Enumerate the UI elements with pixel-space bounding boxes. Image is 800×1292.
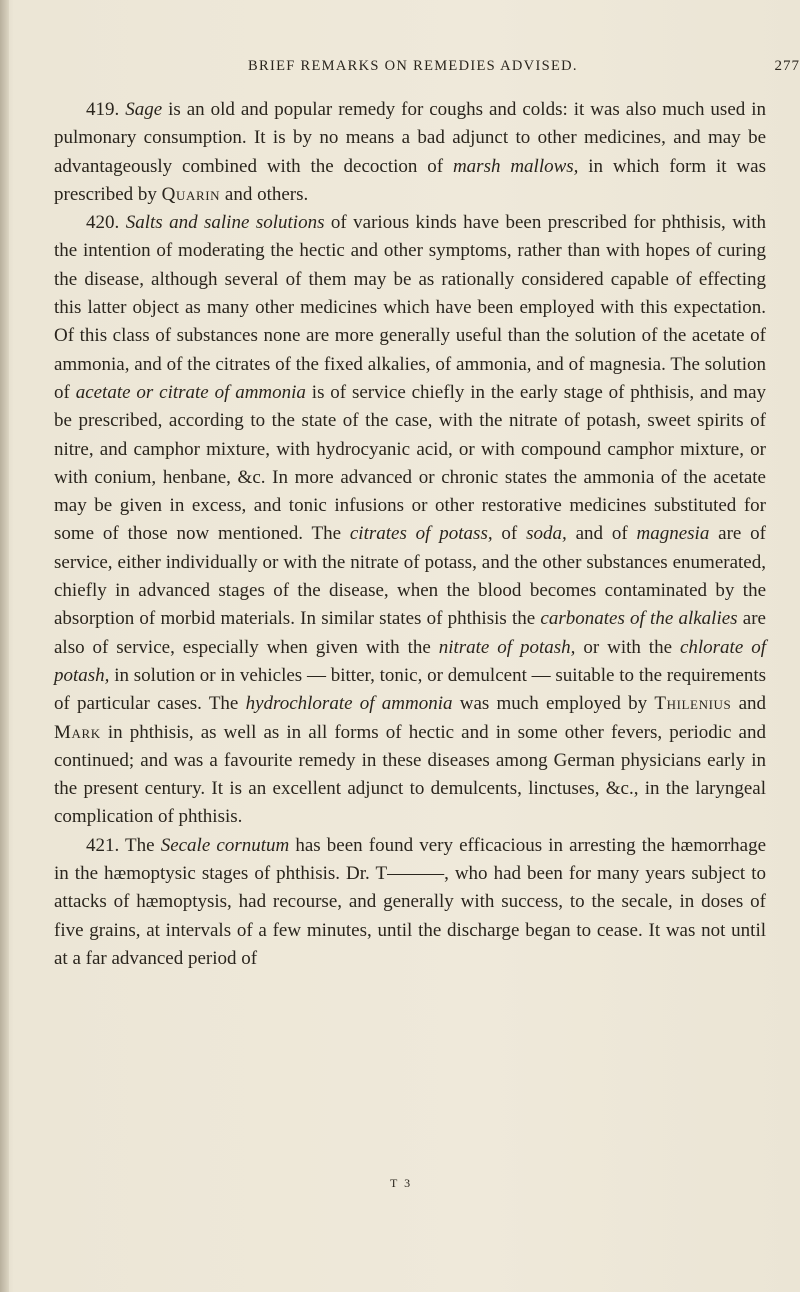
- text-run: has been found very efficacious in arresting the hæmorrhage in the hæmoptysic stages of phthisis. Dr. T———, who had been for many years subject to attacks of hæmoptysis, had recourse, and generally with success, to the secale, in doses of five grains, at intervals of a few minutes, until the discharge began to cease. It was not until at a far advanced period of: [54, 834, 766, 969]
- paragraph-421: [54, 832, 766, 973]
- author-name: Mark: [54, 721, 101, 743]
- paragraph-number: 420.: [86, 212, 120, 234]
- paragraph-419: [54, 96, 766, 209]
- paragraph-number: 421.: [86, 834, 120, 856]
- page-body: [54, 96, 766, 973]
- text-run: in which form it was prescribed by: [54, 155, 766, 205]
- italic-term: chlorate of potash,: [54, 636, 766, 686]
- italic-term: magnesia: [636, 523, 710, 545]
- text-run: is of service chiefly in the early stage of phthisis, and may be prescribed, according to the state of the case, with the nitrate of potash, sweet spirits of nitre, and camphor mixture, with hydrocyanic acid, or with compound camphor mixture, or with conium, henbane, &c. In more advanced or chronic states the ammonia of the acetate may be given in excess, and tonic infusions or other restorative medicines substituted for some of those now mentioned. The: [54, 381, 767, 545]
- italic-term: soda,: [526, 523, 567, 545]
- italic-term: nitrate of potash,: [438, 636, 576, 658]
- italic-term: Secale cornutum: [160, 834, 290, 856]
- paragraph-number: 419.: [86, 99, 120, 120]
- text-run: is an old and popular remedy for coughs and colds: it was also much used in pulmonary consumption. It is by no means a bad adjunct to other medicines, and may be advantageously combined with the decoction of: [54, 99, 766, 177]
- italic-term: marsh mallows,: [452, 155, 579, 177]
- text-run: and others.: [220, 183, 309, 205]
- page-number: 277: [774, 58, 800, 74]
- paragraph-420: [54, 209, 766, 832]
- signature-mark: T 3: [390, 1176, 413, 1190]
- text-run: in solution or in vehicles — bitter, tonic, or demulcent — suitable to the requirements of particular cases. The: [54, 664, 766, 715]
- text-run: in phthisis, as well as in all forms of hectic and in some other fevers, periodic and continued; and was a favourite remedy in these diseases among German physicians early in the present century. It is an excellent adjunct to demulcents, linctuses, &c., in the laryngeal complication of phthisis.: [54, 721, 766, 828]
- text-run: and: [731, 693, 766, 715]
- italic-term: carbonates of the alkalies: [540, 608, 738, 630]
- page-spine-shadow: [0, 0, 9, 1292]
- italic-term: acetate or citrate of ammonia: [75, 381, 306, 403]
- italic-term: Sage: [125, 99, 163, 120]
- text-run: are also of service, especially when given with the: [54, 608, 766, 658]
- author-name: Thilenius: [654, 693, 732, 715]
- text-run: of various kinds have been prescribed for phthisis, with the intention of moderating the hectic and other symptoms, rather than with hopes of curing the disease, although several of them may be as rationally considered capable of effecting this latter object as many other medicines which have been employed with this expectation. Of this class of substances none are more generally useful than the solution of the acetate of ammonia, and of the citrates of the fixed alkalies, of ammonia, and of magnesia. The solution of: [54, 212, 766, 403]
- italic-term: hydrochlorate of ammonia: [245, 693, 453, 715]
- text-run: The: [119, 834, 161, 856]
- text-run: are of service, either individually or with the nitrate of potass, and the other substances enumerated, chiefly in advanced stages of the disease, when the blood becomes contaminated by the absorption of morbid materials. In similar states of phthisis the: [54, 523, 766, 630]
- text-run: of: [492, 523, 527, 545]
- page-header: [40, 58, 800, 82]
- text-run: was much employed by: [452, 693, 655, 715]
- author-name: Quarin: [161, 183, 221, 205]
- italic-term: citrates of potass,: [349, 523, 493, 545]
- text-run: and of: [566, 523, 637, 545]
- running-head: BRIEF REMARKS ON REMEDIES ADVISED.: [248, 58, 578, 74]
- italic-term: Salts and saline solutions: [125, 212, 325, 234]
- text-run: or with the: [575, 636, 680, 658]
